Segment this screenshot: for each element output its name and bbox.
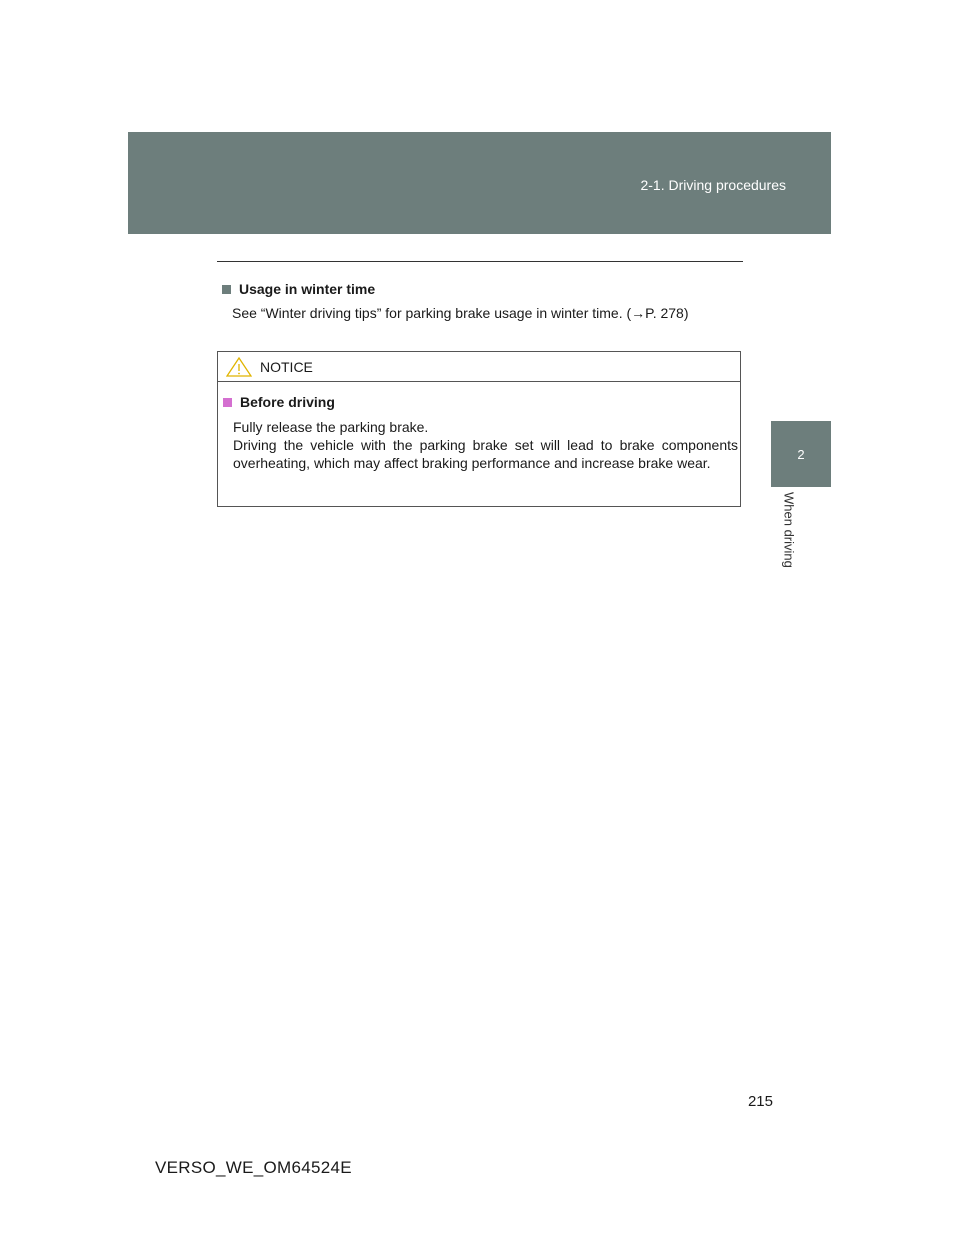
notice-line: Fully release the parking brake.	[233, 419, 429, 435]
notice-heading	[223, 394, 335, 410]
notice-header	[218, 352, 740, 382]
warning-triangle-icon	[226, 357, 252, 377]
document-code: VERSO_WE_OM64524E	[155, 1158, 352, 1177]
section-title: 2-1. Driving procedures	[640, 177, 786, 193]
square-bullet-icon	[223, 398, 232, 407]
square-bullet-icon	[222, 285, 231, 294]
section-body: See “Winter driving tips” for parking brake usage in winter time. (→P. 278)	[232, 305, 689, 321]
header-band	[128, 132, 831, 234]
page-number: 215	[747, 1093, 773, 1110]
section-divider	[217, 261, 743, 262]
section-heading	[222, 281, 375, 297]
section-heading-text: Usage in winter time	[239, 281, 376, 297]
notice-body	[233, 418, 738, 472]
chapter-number: 2	[797, 446, 805, 462]
notice-box	[217, 351, 741, 507]
notice-title: NOTICE	[260, 358, 313, 375]
notice-heading-text: Before driving	[240, 394, 335, 410]
chapter-label: When driving	[781, 492, 797, 568]
chapter-tab	[771, 421, 831, 487]
notice-line: Driving the vehicle with the parking brake set will lead to brake components overheating, which may affect braking performance and increase brake wear.	[233, 437, 738, 471]
